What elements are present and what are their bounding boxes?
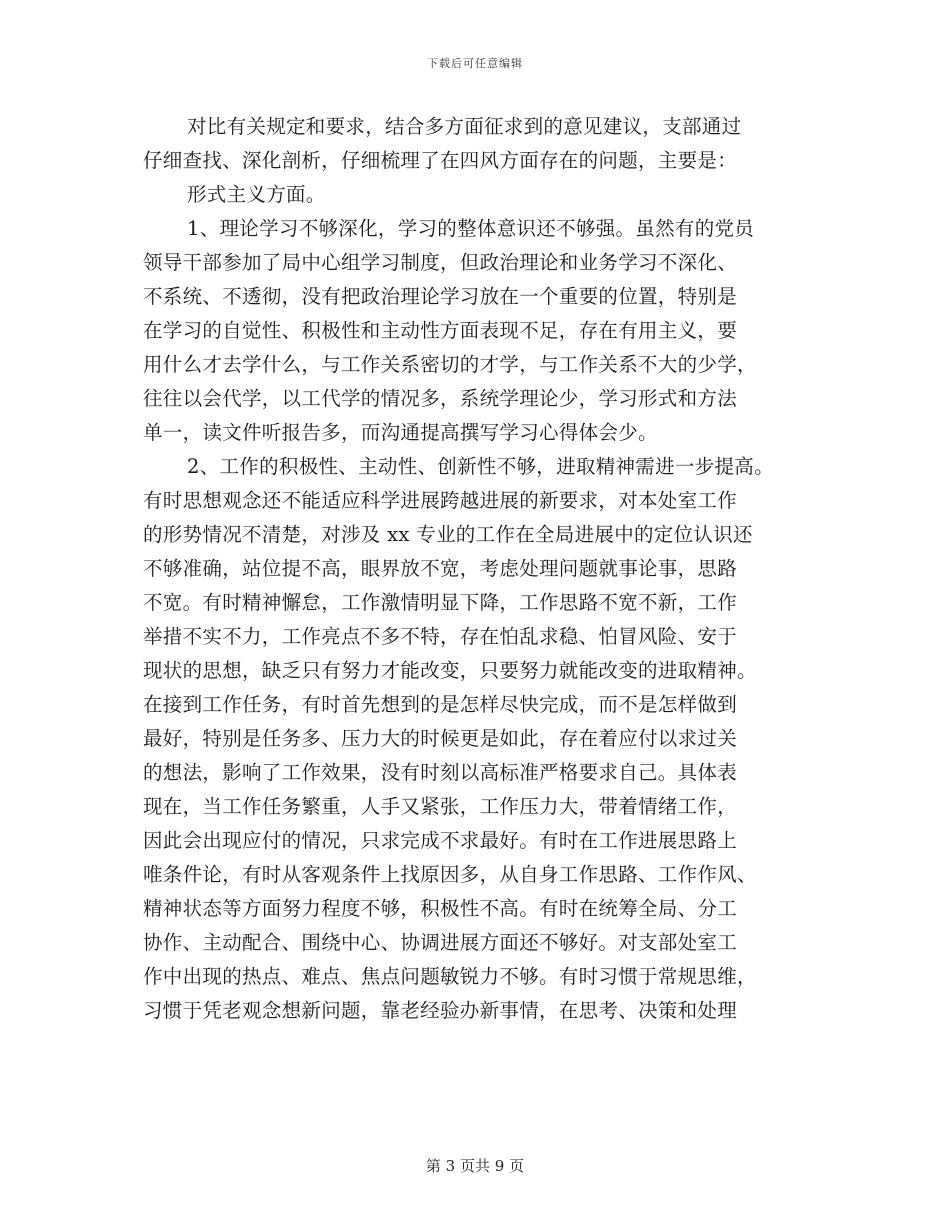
page-number: 第 3 页共 9 页 xyxy=(425,1157,525,1175)
text-line: 往往以会代学，以工代学的情况多，系统学理论少，学习形式和方法 xyxy=(143,387,738,410)
text-line: 最好，特别是任务多、压力大的时候更是如此，存在着应付以求过关 xyxy=(143,727,738,750)
text-line: 对比有关规定和要求，结合多方面征求到的意见建议，支部通过 xyxy=(187,115,742,138)
text-line: 仔细查找、深化剖析，仔细梳理了在四风方面存在的问题，主要是： xyxy=(143,149,738,172)
text-line: 现在，当工作任务繁重，人手又紧张，工作压力大，带着情绪工作， xyxy=(143,795,738,818)
text-line: 不够准确，站位提不高，眼界放不宽，考虑处理问题就事论事，思路 xyxy=(143,557,738,580)
text-line: 协作、主动配合、围绕中心、协调进展方面还不够好。对支部处室工 xyxy=(143,931,738,954)
page-header: 下载后可任意编辑 xyxy=(427,57,523,70)
text-line: 用什么才去学什么，与工作关系密切的才学，与工作关系不大的少学， xyxy=(143,353,757,376)
document-body xyxy=(143,110,823,1028)
text-line: 的形势情况不清楚，对涉及 xx 专业的工作在全局进展中的定位认识还 xyxy=(143,523,753,546)
section-heading: 形式主义方面。 xyxy=(187,183,326,206)
text-line: 有时思想观念还不能适应科学进展跨越进展的新要求，对本处室工作 xyxy=(143,489,738,512)
text-line: 举措不实不力，工作亮点不多不特，存在怕乱求稳、怕冒风险、安于 xyxy=(143,625,738,648)
text-line: 在接到工作任务，有时首先想到的是怎样尽快完成，而不是怎样做到 xyxy=(143,693,738,716)
text-line: 的想法，影响了工作效果，没有时刻以高标准严格要求自己。具体表 xyxy=(143,761,738,784)
text-line: 唯条件论，有时从客观条件上找原因多，从自身工作思路、工作作风、 xyxy=(143,863,757,886)
text-line: 现状的思想，缺乏只有努力才能改变，只要努力就能改变的进取精神。 xyxy=(143,659,757,682)
text-line: 领导干部参加了局中心组学习制度，但政治理论和业务学习不深化、 xyxy=(143,251,738,274)
text-line: 单一，读文件听报告多，而沟通提高撰写学习心得体会少。 xyxy=(143,421,658,444)
text-line: 作中出现的热点、难点、焦点问题敏锐力不够。有时习惯于常规思维， xyxy=(143,965,757,988)
text-line: 精神状态等方面努力程度不够，积极性不高。有时在统筹全局、分工 xyxy=(143,897,738,920)
text-line: 因此会出现应付的情况，只求完成不求最好。有时在工作进展思路上 xyxy=(143,829,738,852)
text-line: 2、工作的积极性、主动性、创新性不够，进取精神需进一步提高。 xyxy=(187,455,774,478)
text-line: 不系统、不透彻，没有把政治理论学习放在一个重要的位置，特别是 xyxy=(143,285,738,308)
text-line: 不宽。有时精神懈怠，工作激情明显下降，工作思路不宽不新，工作 xyxy=(143,591,738,614)
text-line: 在学习的自觉性、积极性和主动性方面表现不足，存在有用主义，要 xyxy=(143,319,738,342)
text-line: 1、理论学习不够深化，学习的整体意识还不够强。虽然有的党员 xyxy=(187,217,755,240)
text-line: 习惯于凭老观念想新问题，靠老经验办新事情，在思考、决策和处理 xyxy=(143,999,738,1022)
